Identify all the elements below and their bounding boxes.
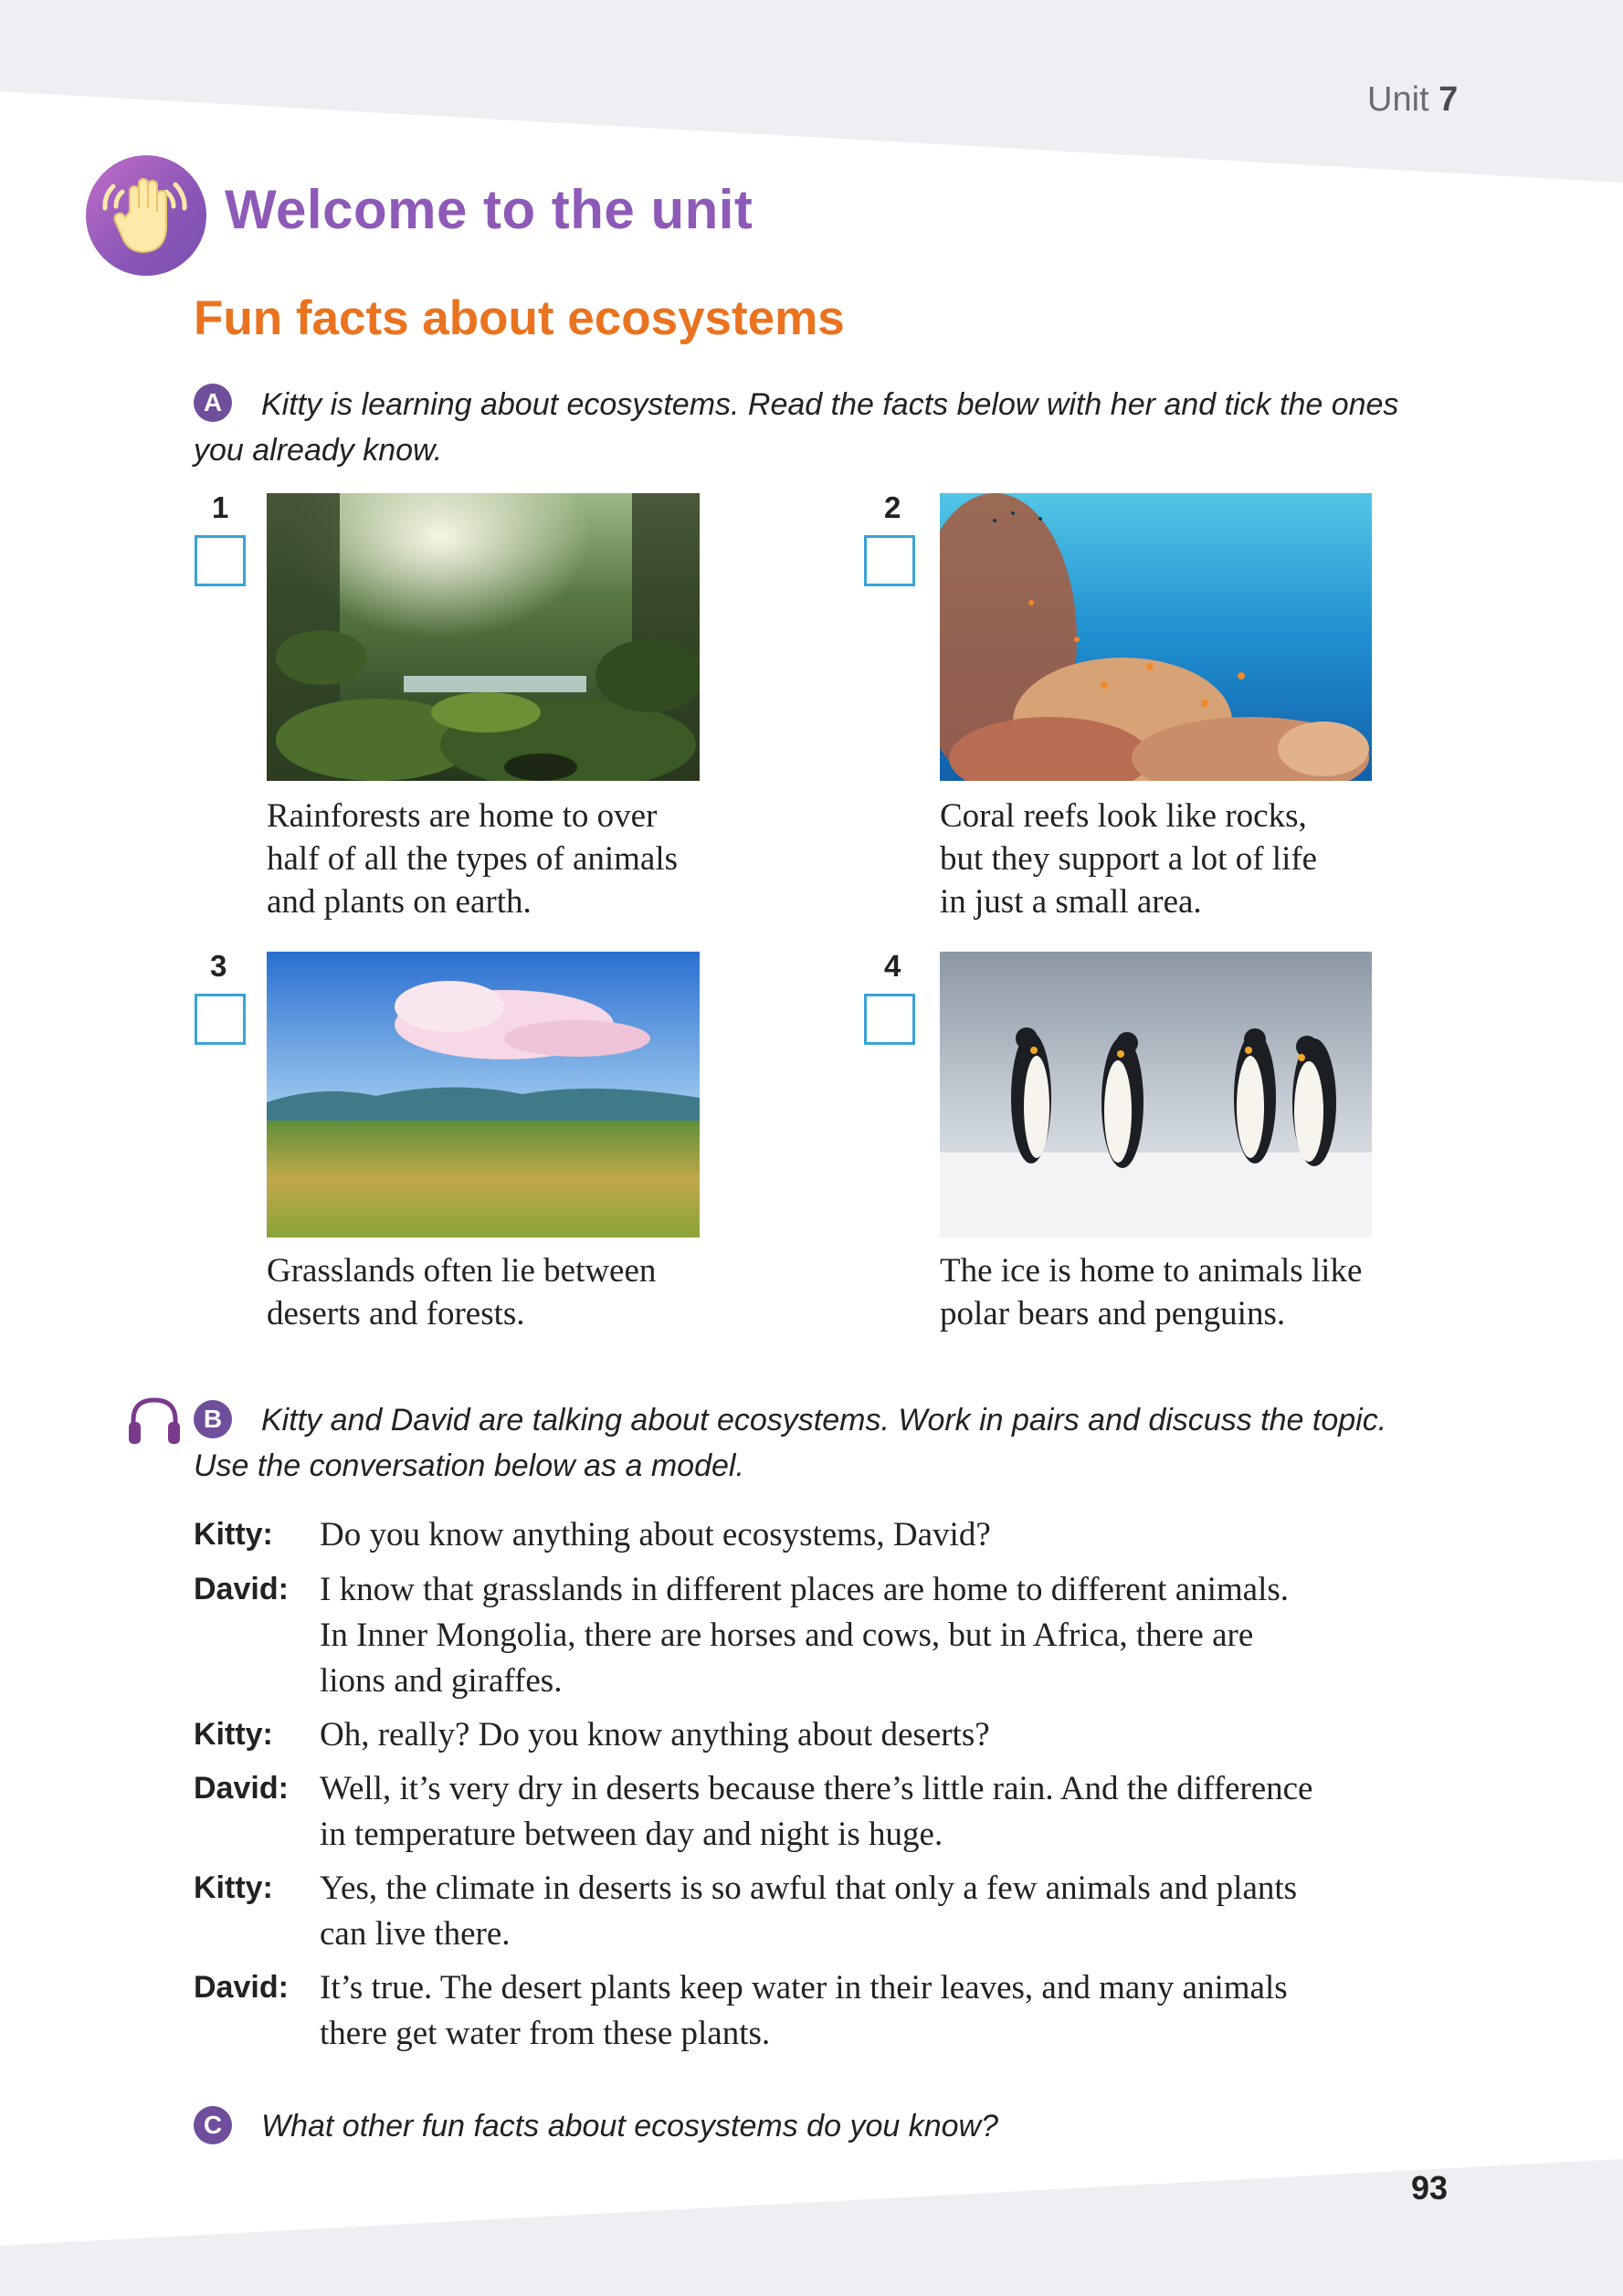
exercise-a-instruction-1: Kitty is learning about ecosystems. Read the facts below with her and tick the ones	[261, 387, 1399, 422]
dialogue-line: It’s true. The desert plants keep water in their leaves, and many animals	[320, 1969, 1288, 2006]
item-number-2: 2	[884, 490, 901, 524]
dialogue-speaker: Kitty:	[194, 1717, 273, 1752]
exercise-a-instruction-2: you already know.	[194, 433, 443, 468]
tick-box-2[interactable]	[864, 535, 915, 586]
dialogue-line: in temperature between day and night is huge.	[320, 1816, 943, 1853]
caption-2-line: but they support a lot of life	[940, 840, 1318, 878]
dialogue-line: lions and giraffes.	[320, 1662, 563, 1700]
dialogue-speaker: David:	[194, 1970, 289, 2005]
headphones-icon[interactable]	[126, 1395, 183, 1448]
tick-box-4[interactable]	[864, 994, 915, 1045]
dialogue-line: I know that grasslands in different places are home to different animals.	[320, 1571, 1290, 1608]
caption-1	[267, 795, 678, 923]
exercise-c-badge: C	[194, 2106, 232, 2144]
dialogue-line: Oh, really? Do you know anything about deserts?	[320, 1716, 990, 1754]
item-number-1: 1	[212, 490, 229, 524]
dialogue-line: Do you know anything about ecosystems, David?	[320, 1516, 991, 1553]
welcome-title: Welcome to the unit	[225, 179, 754, 240]
dialogue-speaker: Kitty:	[194, 1517, 273, 1552]
unit-label	[1367, 80, 1458, 120]
tick-box-3[interactable]	[195, 994, 246, 1045]
item-number-3: 3	[210, 949, 227, 983]
penguins-photo	[940, 952, 1372, 1238]
dialogue-line: In Inner Mongolia, there are horses and cows, but in Africa, there are	[320, 1617, 1254, 1654]
caption-1-line: half of all the types of animals	[267, 840, 679, 878]
exercise-b-instruction-2: Use the conversation below as a model.	[194, 1448, 744, 1483]
dialogue-line: there get water from these plants.	[320, 2015, 771, 2052]
dialogue-speaker: Kitty:	[194, 1870, 273, 1905]
dialogue-speaker: David:	[194, 1572, 289, 1606]
section-title: Fun facts about ecosystems	[194, 291, 845, 345]
waving-hand-icon	[86, 155, 206, 276]
grassland-photo	[267, 952, 700, 1238]
caption-2-line: in just a small area.	[940, 883, 1202, 921]
exercise-a-badge: A	[194, 384, 232, 422]
caption-2	[940, 795, 1317, 923]
unit-word: Unit	[1367, 80, 1429, 119]
tick-box-1[interactable]	[195, 535, 246, 586]
dialogue-speaker: David:	[194, 1771, 289, 1806]
caption-4-line: polar bears and penguins.	[940, 1295, 1286, 1332]
dialogue-line: can live there.	[320, 1915, 511, 1953]
dialogue-line: Yes, the climate in deserts is so awful that only a few animals and plants	[320, 1869, 1298, 1907]
dialogue-line: Well, it’s very dry in deserts because there’s little rain. And the difference	[320, 1770, 1313, 1807]
caption-3-line: deserts and forests.	[267, 1295, 525, 1332]
unit-number: 7	[1439, 80, 1459, 119]
caption-4	[940, 1249, 1362, 1335]
caption-1-line: Rainforests are home to over	[267, 797, 658, 835]
item-number-4: 4	[884, 949, 901, 983]
caption-2-line: Coral reefs look like rocks,	[940, 797, 1307, 835]
page-number: 93	[1411, 2169, 1449, 2206]
caption-1-line: and plants on earth.	[267, 883, 532, 921]
exercise-b-badge: B	[194, 1400, 232, 1438]
caption-4-line: The ice is home to animals like	[940, 1252, 1363, 1290]
rainforest-photo	[267, 493, 700, 781]
caption-3-line: Grasslands often lie between	[267, 1252, 657, 1290]
exercise-c-instruction: What other fun facts about ecosystems do you know?	[261, 2109, 998, 2143]
caption-3	[267, 1249, 656, 1335]
coral-reef-photo	[940, 493, 1372, 781]
exercise-b-instruction-1: Kitty and David are talking about ecosystems. Work in pairs and discuss the topic.	[261, 1403, 1387, 1438]
